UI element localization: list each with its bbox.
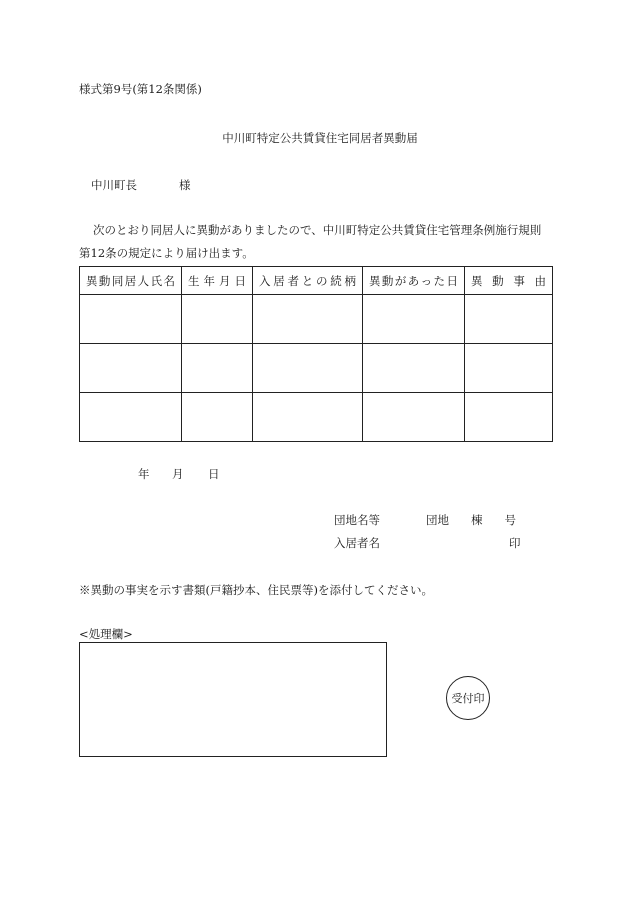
date-line (138, 466, 220, 482)
danchi-unit: 団地 (426, 513, 449, 527)
table-cell[interactable] (253, 295, 363, 344)
addressee-honorific: 様 (179, 178, 191, 192)
header-change-date: 異動があった日 (363, 267, 465, 295)
table-row (80, 295, 553, 344)
date-month-label: 月 (172, 467, 184, 481)
table-header-row (80, 267, 553, 295)
date-year-label: 年 (138, 467, 150, 481)
body-text-line-1: 次のとおり同居人に異動がありましたので、中川町特定公共賃貸住宅管理条例施行規則 (93, 223, 542, 237)
danchi-line (334, 512, 516, 528)
resident-line (334, 535, 521, 551)
table-cell[interactable] (465, 344, 553, 393)
table-row (80, 344, 553, 393)
attachment-note: ※異動の事実を示す書類(戸籍抄本、住民票等)を添付してください。 (79, 583, 433, 597)
building-unit: 棟 (471, 513, 483, 527)
seal-mark: 印 (509, 536, 521, 550)
table-cell[interactable] (182, 393, 253, 442)
table-cell[interactable] (80, 344, 182, 393)
number-unit: 号 (504, 513, 516, 527)
table-cell[interactable] (253, 344, 363, 393)
change-table (79, 266, 553, 442)
table-cell[interactable] (363, 393, 465, 442)
table-cell[interactable] (363, 295, 465, 344)
table-cell[interactable] (80, 393, 182, 442)
date-day-label: 日 (208, 467, 220, 481)
danchi-label: 団地名等 (334, 513, 380, 527)
table-cell[interactable] (465, 393, 553, 442)
resident-label: 入居者名 (334, 536, 380, 550)
table-cell[interactable] (253, 393, 363, 442)
table-cell[interactable] (363, 344, 465, 393)
header-name: 異動同居人氏名 (80, 267, 182, 295)
receipt-stamp (446, 676, 490, 720)
form-number: 様式第9号(第12条関係) (79, 82, 202, 96)
header-relationship: 入居者との続柄 (253, 267, 363, 295)
processing-box (79, 642, 387, 757)
receipt-stamp-label: 受付印 (451, 692, 485, 705)
document-title: 中川町特定公共賃貸住宅同居者異動届 (222, 131, 418, 145)
header-birthdate: 生年月日 (182, 267, 253, 295)
processing-label: <処理欄> (79, 627, 133, 641)
addressee-name: 中川町長 (91, 178, 137, 192)
table-row (80, 393, 553, 442)
table-cell[interactable] (465, 295, 553, 344)
table-cell[interactable] (182, 295, 253, 344)
addressee (91, 177, 191, 193)
body-text-line-2: 第12条の規定により届け出ます。 (79, 246, 254, 260)
table-cell[interactable] (80, 295, 182, 344)
table-cell[interactable] (182, 344, 253, 393)
header-reason: 異動事由 (465, 267, 553, 295)
